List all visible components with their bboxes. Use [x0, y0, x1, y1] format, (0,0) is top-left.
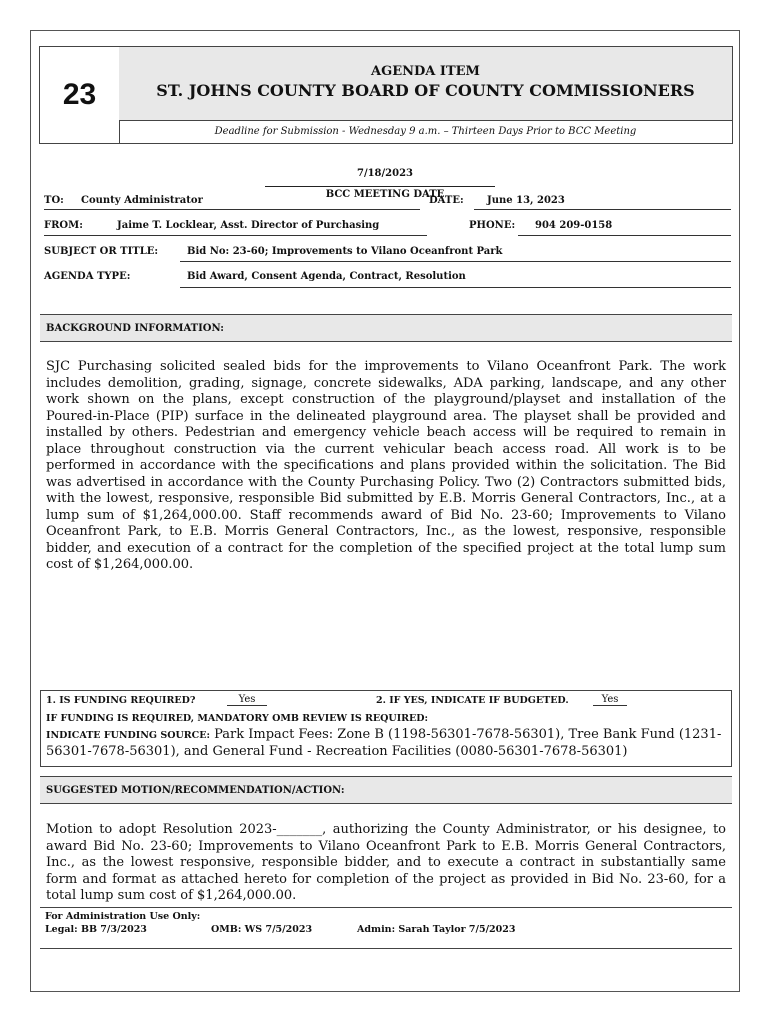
- to-value: County Administrator: [81, 195, 203, 206]
- from-label: FROM:: [44, 220, 83, 231]
- item-number: 23: [40, 47, 120, 143]
- funding-box: [40, 690, 732, 767]
- subject-label: SUBJECT OR TITLE:: [44, 246, 159, 257]
- to-label: TO:: [44, 195, 64, 206]
- date-value: June 13, 2023: [487, 195, 565, 206]
- budgeted-value: Yes: [593, 694, 627, 706]
- budgeted-label: 2. IF YES, INDICATE IF BUDGETED.: [376, 695, 569, 706]
- funding-source-text: Park Impact Fees: Zone B (1198-56301-7678-56301), Tree Bank Fund (1231-56301-7678-56301), and General Fund - Recreation Facilities (0080-56301-7678-56301): [46, 727, 722, 759]
- from-underline: [44, 235, 427, 236]
- funding-required-value: Yes: [227, 694, 267, 706]
- header-box: [39, 46, 733, 144]
- meeting-date-label: BCC MEETING DATE: [325, 189, 445, 200]
- agenda-item-page: [30, 30, 740, 992]
- funding-source: [46, 727, 726, 760]
- from-value: Jaime T. Locklear, Asst. Director of Purchasing: [117, 220, 380, 231]
- meeting-date: 7/18/2023: [356, 168, 413, 179]
- phone-value: 904 209-0158: [535, 220, 613, 231]
- phone-label: PHONE:: [469, 220, 516, 231]
- admin-admin: Admin: Sarah Taylor 7/5/2023: [357, 924, 516, 935]
- background-heading: BACKGROUND INFORMATION:: [40, 314, 732, 342]
- deadline-note: Deadline for Submission - Wednesday 9 a.m. – Thirteen Days Prior to BCC Meeting: [214, 126, 637, 137]
- background-text: SJC Purchasing solicited sealed bids for the improvements to Vilano Oceanfront Park. The work includes demolition, grading, signage, concrete sidewalks, ADA parking, landscape, and any other work shown on the plans, except construction of the playground/playset and installation of the Poured-in-Place (PIP) surface in the delineated playground area. The playset shall be provided and installed by others. Pedestrian and emergency vehicle beach access will be required to remain in place throughout construction via the current vehicular beach access road. All work is to be performed in accordance with the specifications and plans provided within the solicitation. The Bid was advertised in accordance with the County Purchasing Policy. Two (2) Contractors submitted bids, with the lowest, responsive, responsible Bid submitted by E.B. Morris General Contractors, Inc., at a lump sum of $1,264,000.00. Staff recommends award of Bid No. 23-60; Improvements to Vilano Oceanfront Park, to E.B. Morris General Contractors, Inc., as the lowest, responsive, responsible bidder, and execution of a contract for the completion of the specified project at the total lump sum cost of $1,264,000.00.: [46, 359, 726, 572]
- omb-note: IF FUNDING IS REQUIRED, MANDATORY OMB REVIEW IS REQUIRED:: [46, 713, 429, 724]
- title-block: [119, 47, 732, 121]
- admin-omb: OMB: WS 7/5/2023: [211, 924, 313, 935]
- funding-required-label: 1. IS FUNDING REQUIRED?: [46, 695, 196, 706]
- motion-text: Motion to adopt Resolution 2023-_______, authorizing the County Administrator, or his designee, to award Bid No. 23-60; Improvements to Vilano Oceanfront Park to E.B. Morris General Contractors, Inc., as the lowest responsive, responsible bidder, and to execute a contract in substantially same form and format as attached hereto for completion of the project as provided in Bid No. 23-60, for a total lump sum cost of $1,264,000.00.: [46, 822, 726, 903]
- meeting-date-underline: [265, 186, 495, 187]
- agenda-type-value: Bid Award, Consent Agenda, Contract, Resolution: [187, 271, 466, 282]
- title-line1: AGENDA ITEM: [371, 64, 480, 79]
- motion-heading: SUGGESTED MOTION/RECOMMENDATION/ACTION:: [40, 776, 732, 804]
- agenda-type-label: AGENDA TYPE:: [44, 271, 131, 282]
- admin-box: [40, 907, 732, 949]
- title-line2: ST. JOHNS COUNTY BOARD OF COUNTY COMMISSIONERS: [156, 81, 695, 100]
- agenda-type-underline: [180, 287, 731, 288]
- date-label: DATE:: [429, 195, 464, 206]
- admin-heading: For Administration Use Only:: [45, 911, 201, 922]
- subject-underline: [180, 261, 731, 262]
- admin-legal: Legal: BB 7/3/2023: [45, 924, 147, 935]
- subject-value: Bid No: 23-60; Improvements to Vilano Oceanfront Park: [187, 246, 503, 257]
- phone-underline: [518, 235, 731, 236]
- to-underline: [44, 209, 420, 210]
- funding-source-label: INDICATE FUNDING SOURCE:: [46, 730, 210, 741]
- date-underline: [474, 209, 731, 210]
